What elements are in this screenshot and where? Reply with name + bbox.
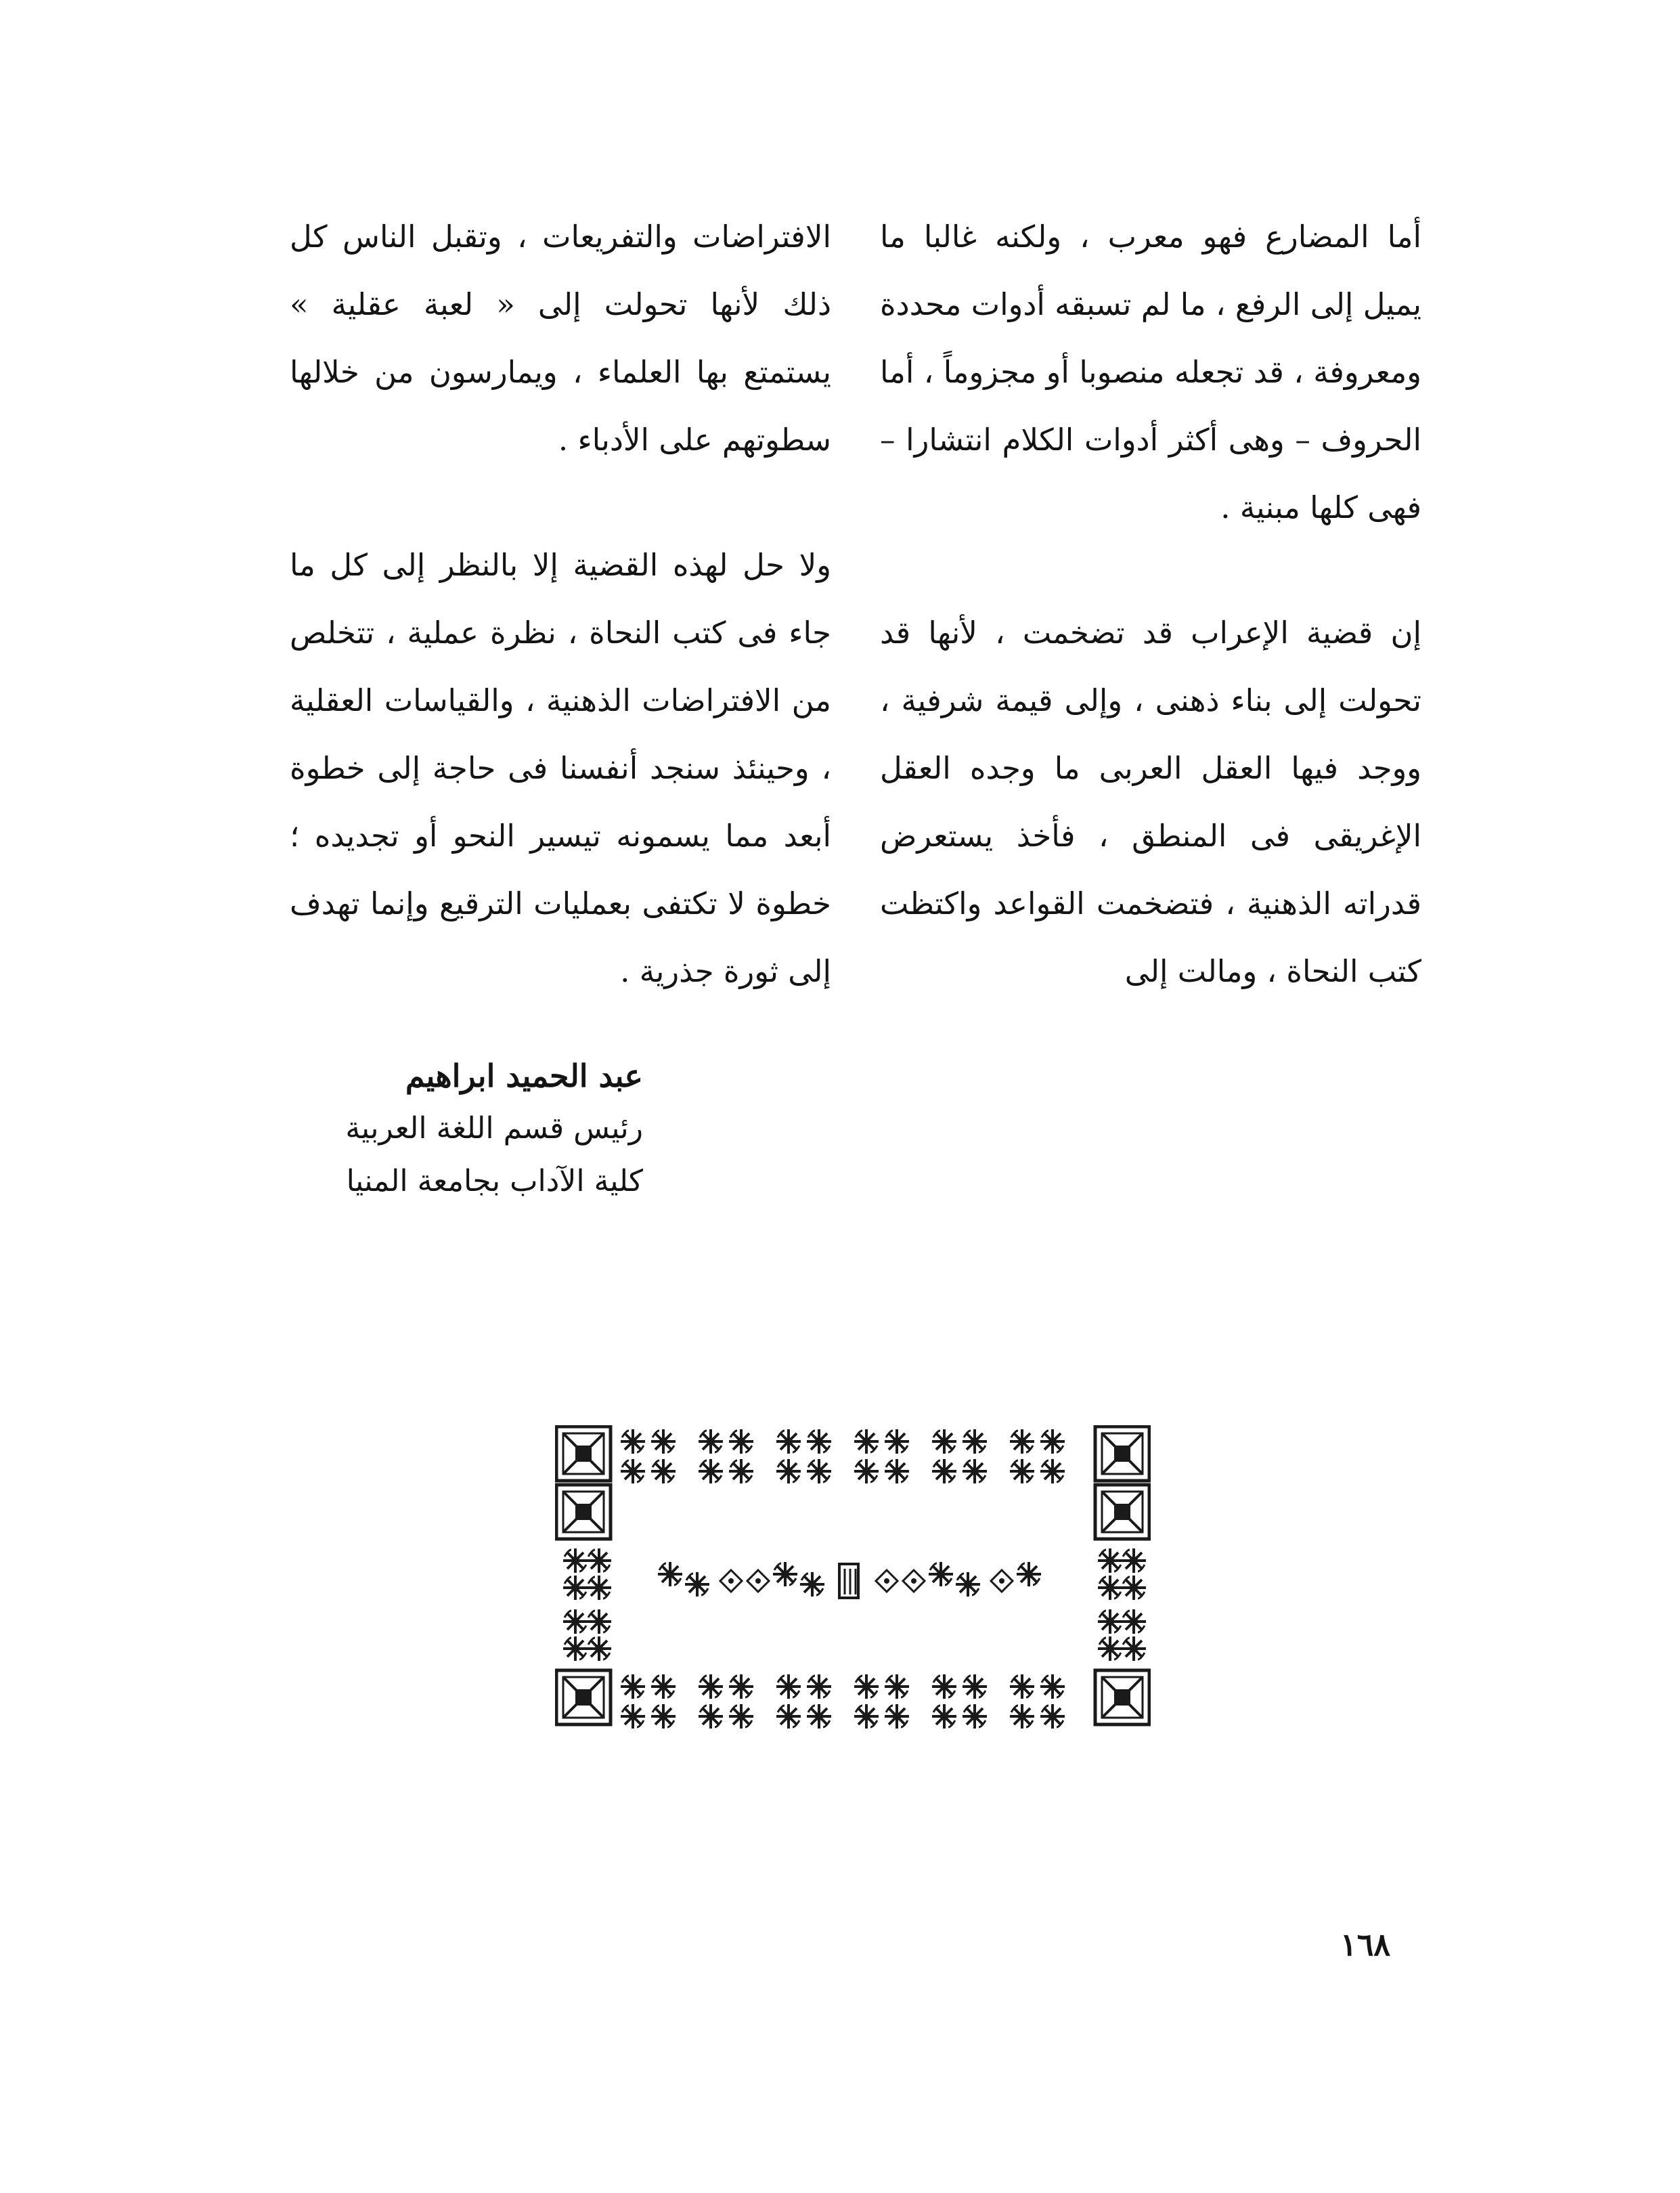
page-number: ١٦٨ — [1340, 1926, 1391, 1963]
paragraph: الافتراضات والتفريعات ، وتقبل الناس كل ذلك لأنها تحولت إلى « لعبة عقلية » يستمتع بها العلماء ، ويمارسون من خلالها سطوتهم على الأدباء . — [290, 219, 831, 458]
paragraph: أما المضارع فهو معرب ، ولكنه غالبا ما يميل إلى الرفع ، ما لم تسبقه أدوات محددة ومعروفة ، قد تجعله منصوبا أو مجزوماً ، أما الحروف – وهى أكثر أدوات الكلام انتشارا – فهى كلها مبنية . — [880, 219, 1421, 525]
author-affiliation: كلية الآداب بجامعة المنيا — [346, 1164, 643, 1198]
decorative-ornament-icon — [555, 1425, 1151, 1730]
author-signature-block — [332, 1049, 643, 1208]
text-column-left — [290, 203, 831, 1005]
author-name: عبد الحميد ابراهيم — [405, 1058, 643, 1094]
author-title: رئيس قسم اللغة العربية — [345, 1111, 643, 1146]
text-column-right — [880, 203, 1421, 1005]
paragraph: إن قضية الإعراب قد تضخمت ، لأنها قد تحولت إلى بناء ذهنى ، وإلى قيمة شرفية ، ووجد فيها العقل العربى ما وجده العقل الإغريقى فى المنطق ، فأخذ يستعرض قدراته الذهنية ، فتضخمت القواعد واكتظت كتب النحاة ، ومالت إلى — [880, 615, 1421, 989]
paragraph: ولا حل لهذه القضية إلا بالنظر إلى كل ما جاء فى كتب النحاة ، نظرة عملية ، تتخلص من الافتراضات الذهنية ، والقياسات العقلية ، وحينئذ سنجد أنفسنا فى حاجة إلى خطوة أبعد مما يسمونه تيسير النحو أو تجديده ؛ خطوة لا تكتفى بعمليات الترقيع وإنما تهدف إلى ثورة جذرية . — [290, 547, 831, 989]
